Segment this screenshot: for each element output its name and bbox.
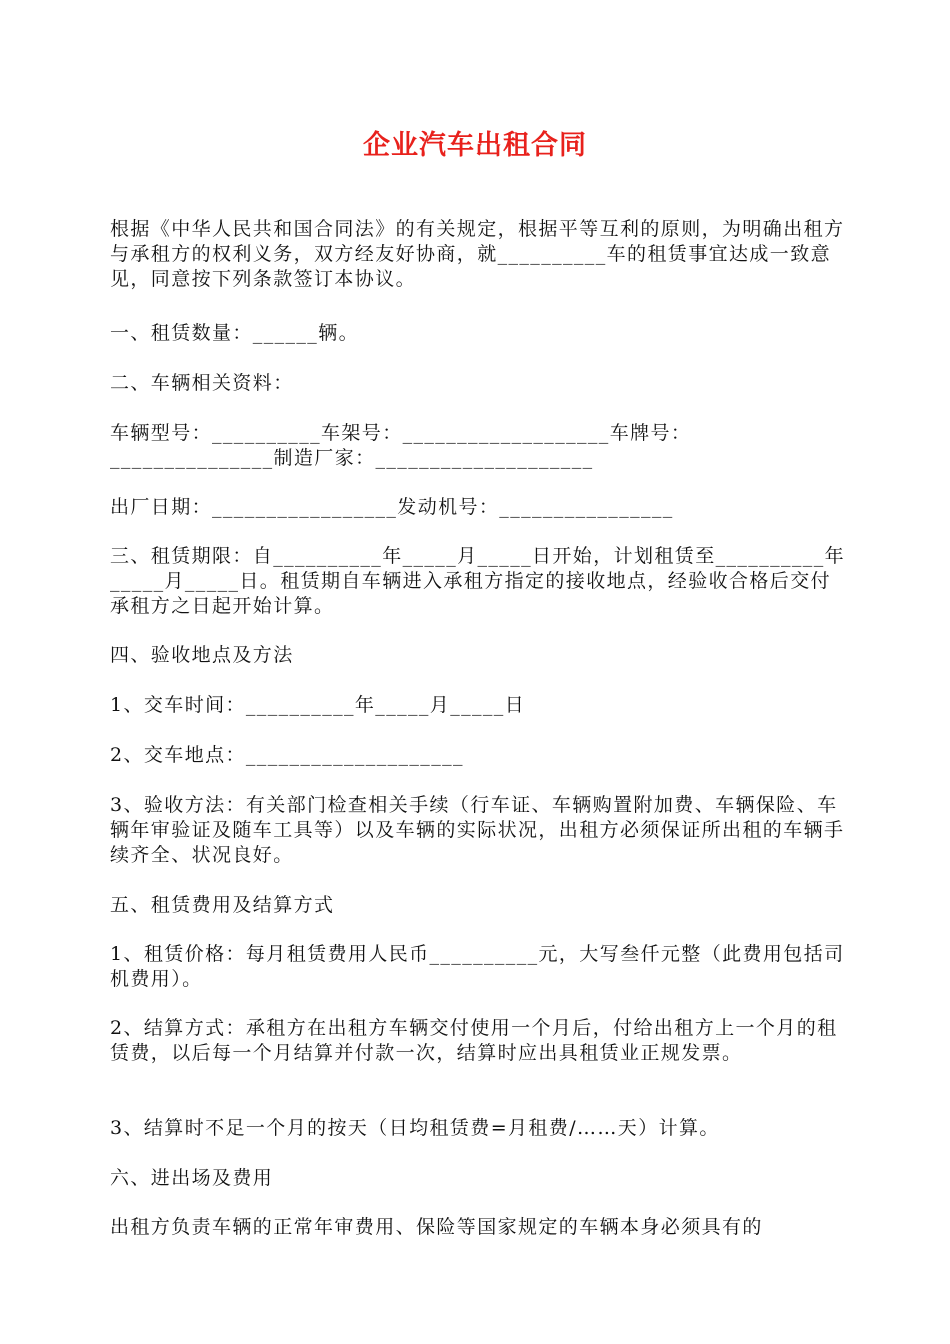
lease-term-clause: 三、租赁期限：自__________年_____月_____日开始，计划租赁至__________年_____月_____日。租赁期自车辆进入承租方指定的接收地点，经验收合格后交付承租方之日起开始计算。 xyxy=(110,545,846,617)
delivery-time-clause: 1、交车时间：__________年_____月_____日 xyxy=(110,694,526,716)
lease-price-clause: 1、租赁价格：每月租赁费用人民币__________元，大写叁仟元整（此费用包括司机费用）。 xyxy=(110,943,845,990)
delivery-place-clause: 2、交车地点：____________________ xyxy=(110,744,464,766)
entry-exit-heading: 六、进出场及费用 xyxy=(110,1167,274,1189)
document-title: 企业汽车出租合同 xyxy=(363,130,587,161)
inspection-method-clause: 3、验收方法：有关部门检查相关手续（行车证、车辆购置附加费、车辆保险、车辆年审验证及随车工具等）以及车辆的实际状况，出租方必须保证所出租的车辆手续齐全、状况良好。 xyxy=(110,794,845,866)
vehicle-info-heading: 二、车辆相关资料： xyxy=(110,372,294,394)
manufacture-date-paragraph: 出厂日期：_________________发动机号：________________ xyxy=(110,496,674,518)
vehicle-details-paragraph: 车辆型号：__________车架号：___________________车牌号：_______________制造厂家：____________________ xyxy=(110,422,692,469)
preamble-paragraph: 根据《中华人民共和国合同法》的有关规定，根据平等互利的原则，为明确出租方与承租方的权利义务，双方经友好协商，就__________车的租赁事宜达成一致意见，同意按下列条款签订本协议。 xyxy=(110,218,845,290)
partial-month-clause: 3、结算时不足一个月的按天（日均租赁费=月租费/……天）计算。 xyxy=(110,1117,720,1139)
lessor-duties-paragraph: 出租方负责车辆的正常年审费用、保险等国家规定的车辆本身必须具有的 xyxy=(110,1216,763,1238)
inspection-heading: 四、验收地点及方法 xyxy=(110,644,294,666)
fees-heading: 五、租赁费用及结算方式 xyxy=(110,894,335,916)
settlement-method-clause: 2、结算方式：承租方在出租方车辆交付使用一个月后，付给出租方上一个月的租赁费，以后每一个月结算并付款一次，结算时应出具租赁业正规发票。 xyxy=(110,1017,838,1064)
lease-quantity-clause: 一、租赁数量：______辆。 xyxy=(110,322,360,344)
